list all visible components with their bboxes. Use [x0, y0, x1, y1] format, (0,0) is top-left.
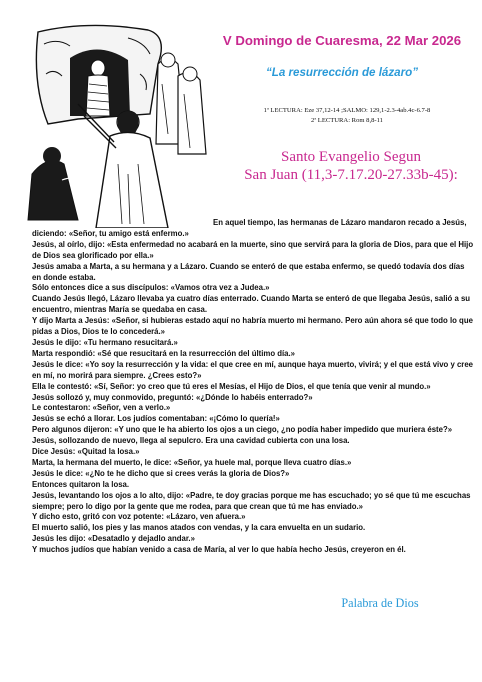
readings-block [216, 106, 478, 126]
gospel-paragraph: Jesús le dijo: «Tu hermano resucitará.» [32, 337, 178, 347]
gospel-paragraph: Jesús, al oírlo, dijo: «Esta enfermedad no acabará en la muerte, sino que servirá para la gloria de Dios, para que el Hijo de Dios sea glorificado por ella.» [32, 239, 474, 260]
gospel-paragraph: Jesús amaba a Marta, a su hermana y a Lázaro. Cuando se enteró de que estaba enfermo, se quedó todavía dos días en donde estaba. [32, 261, 465, 282]
second-reading-reference: 2ª LECTURA: Rom 8,8-11 [311, 117, 383, 124]
gospel-paragraph: Jesús, levantando los ojos a lo alto, dijo: «Padre, te doy gracias porque me has escuchado; yo sé que tú me escuchas siempre; pero lo digo por la gente que me rodea, para que crean que tú me has enviado.» [32, 490, 471, 511]
gospel-theme-subtitle: “La resurrección de lázaro” [265, 66, 419, 79]
gospel-heading-line-2: San Juan (11,3-7.17.20-27.33b-45): [244, 167, 458, 183]
gospel-paragraph: Marta, la hermana del muerto, le dice: «Señor, ya huele mal, porque lleva cuatro días.» [32, 457, 352, 467]
gospel-paragraph: Pero algunos dijeron: «Y uno que le ha abierto los ojos a un ciego, ¿no podía haber impedido que muriera éste?» [32, 425, 453, 435]
closing-acclamation: Palabra de Dios [341, 596, 419, 610]
gospel-paragraph: Le contestaron: «Señor, ven a verlo.» [32, 403, 171, 413]
gospel-paragraph: Jesús, sollozando de nuevo, llega al sepulcro. Era una cavidad cubierta con una losa. [32, 436, 350, 446]
gospel-paragraph: Sólo entonces dice a sus discípulos: «Vamos otra vez a Judea.» [32, 283, 270, 293]
gospel-paragraph: Y muchos judíos que habían venido a casa de María, al ver lo que había hecho Jesús, creyeron en él. [32, 545, 406, 555]
gospel-paragraph: Dice Jesús: «Quitad la losa.» [32, 447, 140, 457]
gospel-paragraph: Y dijo Marta a Jesús: «Señor, si hubieras estado aquí no habría muerto mi hermano. Pero aún ahora sé que todo lo que pidas a Dios, Dios te lo concederá.» [32, 316, 473, 337]
gospel-paragraph: Marta respondió: «Sé que resucitará en la resurrección del último día.» [32, 348, 296, 358]
gospel-paragraph: En aquel tiempo, las hermanas de Lázaro mandaron recado a Jesús, diciendo: «Señor, tu amigo está enfermo.» [32, 218, 467, 238]
gospel-paragraph: Entonces quitaron la losa. [32, 479, 130, 489]
gospel-paragraph: Y dicho esto, gritó con voz potente: «Lázaro, ven afuera.» [32, 512, 246, 522]
gospel-paragraph: Jesús le dice: «Yo soy la resurrección y la vida: el que cree en mí, aunque haya muerto, vivirá; y el que está vivo y cree en mí, no morirá para siempre. ¿Crees esto?» [32, 359, 474, 380]
resurrection-of-lazarus-illustration [18, 24, 212, 228]
first-reading-reference: 1ª LECTURA: Eze 37,12-14 ;SALMO: 129,1-2.3-4ab.4c-6.7-8 [263, 107, 431, 114]
gospel-paragraph: Jesús se echó a llorar. Los judíos comentaban: «¡Cómo lo quería!» [32, 414, 280, 424]
gospel-text [32, 218, 474, 556]
gospel-paragraph: Jesús les dijo: «Desatadlo y dejadlo andar.» [32, 534, 195, 544]
gospel-paragraph: El muerto salió, los pies y las manos atados con vendas, y la cara envuelta en un sudario. [32, 523, 366, 533]
gospel-paragraph: Jesús le dice: «¿No te he dicho que si crees verás la gloria de Dios?» [32, 468, 290, 478]
gospel-paragraph: Cuando Jesús llegó, Lázaro llevaba ya cuatro días enterrado. Cuando Marta se enteró de que llegaba Jesús, salió a su encuentro, mientras María se quedaba en casa. [32, 294, 471, 315]
gospel-paragraph: Jesús sollozó y, muy conmovido, preguntó: «¿Dónde lo habéis enterrado?» [32, 392, 313, 402]
gospel-paragraph: Ella le contestó: «Sí, Señor: yo creo que tú eres el Mesías, el Hijo de Dios, el que tenía que venir al mundo.» [32, 381, 431, 391]
liturgical-date-title: V Domingo de Cuaresma, 22 Mar 2026 [222, 33, 462, 48]
gospel-heading-line-1: Santo Evangelio Segun [281, 149, 421, 165]
gospel-heading [222, 148, 480, 184]
